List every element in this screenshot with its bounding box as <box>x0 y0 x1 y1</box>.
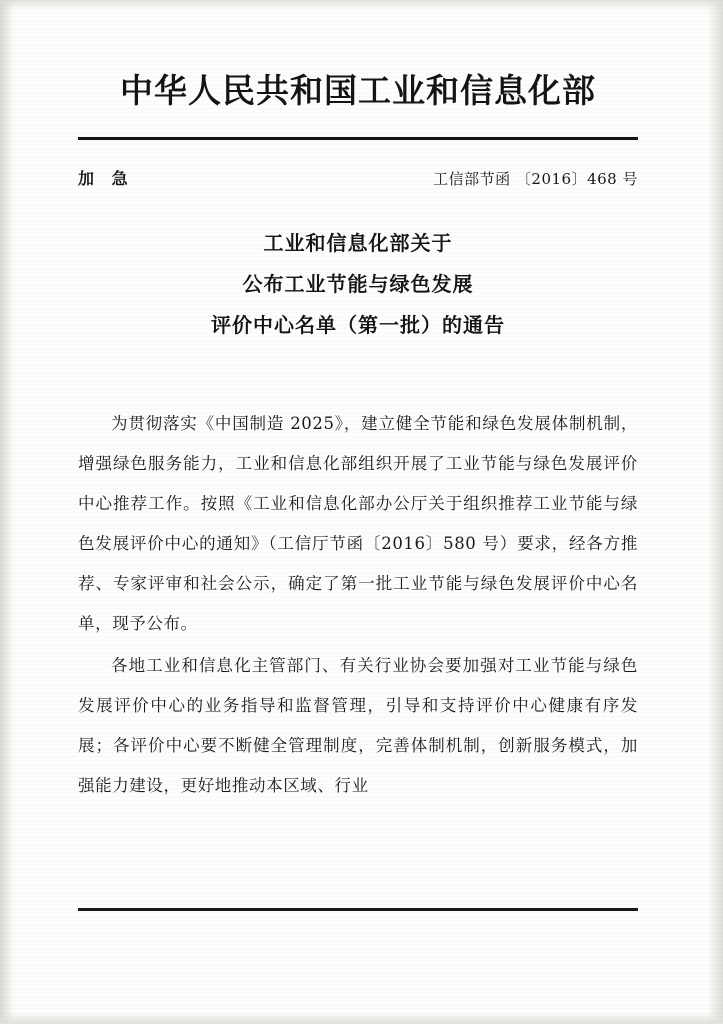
letterhead-title: 中华人民共和国工业和信息化部 <box>120 71 596 110</box>
urgency-label: 加 急 <box>78 169 134 189</box>
paragraph-1: 为贯彻落实《中国制造 2025》，建立健全节能和绿色发展体制机制，增强绿色服务能力，工业和信息化部组织开展了工业节能与绿色发展评价中心推荐工作。按照《工业和信息化部办公厅关于组织推荐工业节能与绿色发展评价中心的通知》（工信厅节函〔2016〕580 号）要求，经各方推荐、专家评审和社会公示，确定了第一批工业节能与绿色发展评价中心名单，现予公布。 <box>78 414 638 633</box>
scan-edge-right <box>707 0 723 1024</box>
header-divider-rule <box>78 137 638 140</box>
title-line-3: 评价中心名单（第一批）的通告 <box>211 313 505 338</box>
document-content <box>78 404 638 805</box>
scan-edge-top <box>0 0 723 10</box>
title-line-2: 公布工业节能与绿色发展 <box>242 272 474 297</box>
scan-edge-bottom <box>0 1012 723 1024</box>
title-line-1: 工业和信息化部关于 <box>263 231 453 256</box>
document-title <box>78 223 638 346</box>
document-body <box>78 70 638 805</box>
footer-divider-rule <box>78 908 638 911</box>
document-number: 工信部节函 〔2016〕468 号 <box>433 170 638 189</box>
scan-edge-left <box>0 0 14 1024</box>
paragraph-2: 各地工业和信息化主管部门、有关行业协会要加强对工业节能与绿色发展评价中心的业务指导和监督管理，引导和支持评价中心健康有序发展；各评价中心要不断健全管理制度，完善体制机制，创新服务模式，加强能力建设，更好地推动本区域、行业 <box>78 655 638 795</box>
document-meta-row <box>78 166 638 189</box>
